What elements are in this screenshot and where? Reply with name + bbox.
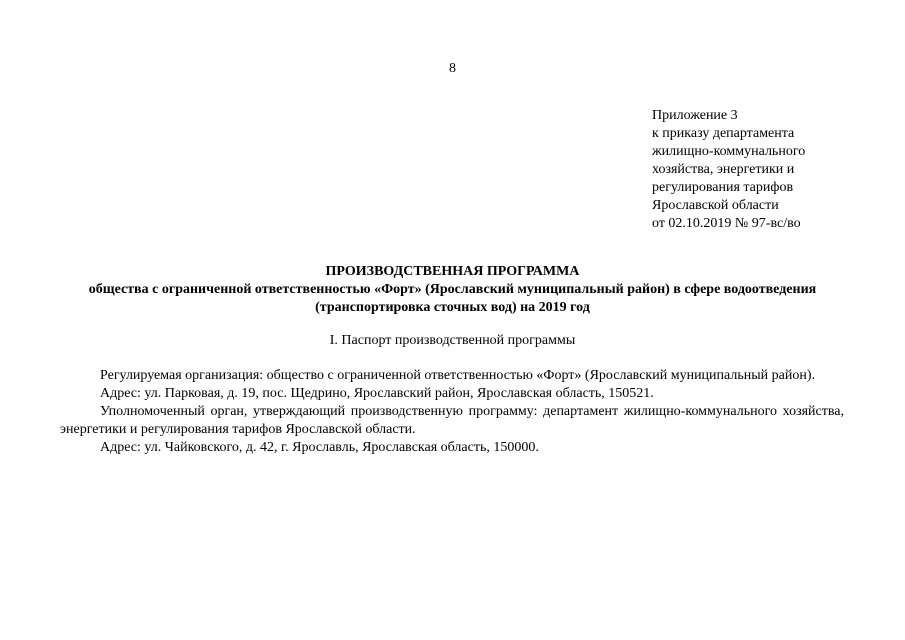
heading-subtitle-line-2: (транспортировка сточных вод) на 2019 год: [315, 300, 590, 315]
appendix-line: хозяйства, энергетики и: [652, 162, 795, 177]
paragraph-authorized-body: Уполномоченный орган, утверждающий производственную программу: департамент жилищно-коммунального хозяйства, энергетики и регулирования тарифов Ярославской области.: [60, 404, 844, 437]
page-number: 8: [449, 61, 456, 76]
paragraph-authorized-body-address: Адрес: ул. Чайковского, д. 42, г. Ярославль, Ярославская область, 150000.: [100, 440, 539, 455]
passport-body: [60, 367, 844, 457]
appendix-line: от 02.10.2019 № 97-вс/во: [652, 216, 801, 231]
paragraph-organization-address: Адрес: ул. Парковая, д. 19, пос. Щедрино, Ярославский район, Ярославская область, 150521.: [100, 386, 654, 401]
appendix-line: Ярославской области: [652, 198, 779, 213]
appendix-line: регулирования тарифов: [652, 180, 794, 195]
heading-title: ПРОИЗВОДСТВЕННАЯ ПРОГРАММА: [325, 264, 580, 279]
appendix-line: к приказу департамента: [652, 126, 795, 141]
heading-subtitle-line-1: общества с ограниченной ответственностью «Форт» (Ярославский муниципальный район) в сфере водоотведения: [88, 282, 817, 297]
appendix-block: [652, 107, 892, 233]
paragraph-regulated-organization: Регулируемая организация: общество с ограниченной ответственностью «Форт» (Ярославский муниципальный район).: [100, 368, 815, 383]
document-heading: [40, 263, 865, 317]
section-title: I. Паспорт производственной программы: [329, 333, 576, 348]
appendix-line: Приложение 3: [652, 108, 738, 123]
appendix-line: жилищно-коммунального: [652, 144, 806, 159]
